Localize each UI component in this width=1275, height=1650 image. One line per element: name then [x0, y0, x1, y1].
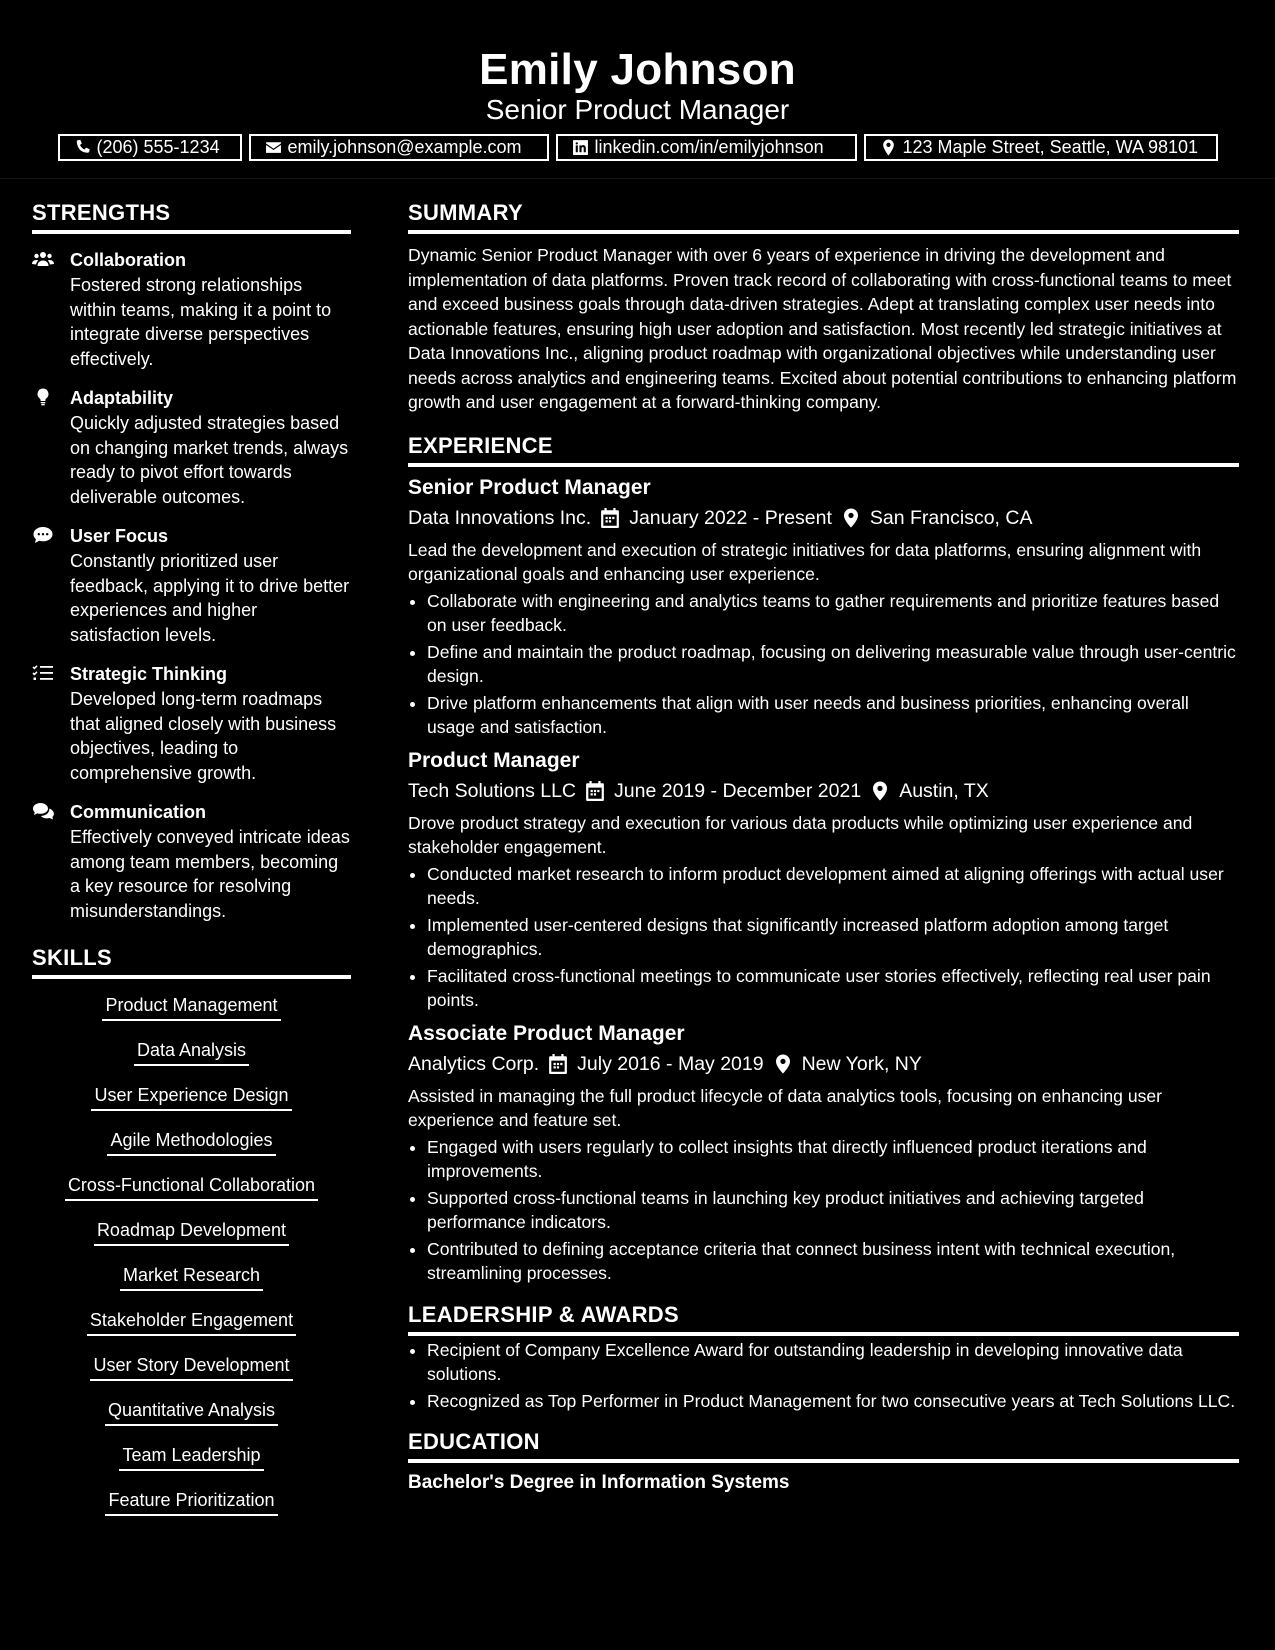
skill-tag: Product Management — [102, 991, 280, 1021]
job-bullet: • Contributed to defining acceptance criteria that connect business intent with technical execution, streamlining processes. — [427, 1237, 1239, 1286]
strength-description: Effectively conveyed intricate ideas among team members, becoming a key resource for resolving misunderstandings. — [70, 827, 350, 921]
job-title: Senior Product Manager — [408, 475, 651, 499]
address-text: 123 Maple Street, Seattle, WA 98101 — [902, 137, 1199, 157]
job-bullet: • Drive platform enhancements that align with user needs and business priorities, enhancing overall usage and satisfaction. — [427, 691, 1239, 740]
job-entry — [408, 746, 1239, 1013]
strength-name: Strategic Thinking — [70, 664, 228, 684]
skill-tag: Market Research — [120, 1261, 263, 1291]
strength-description: Quickly adjusted strategies based on changing market trends, always ready to pivot effort towards deliverable outcomes. — [70, 413, 349, 507]
map-pin-icon — [842, 508, 860, 528]
skill-tag: Feature Prioritization — [105, 1486, 277, 1516]
contact-linkedin[interactable] — [556, 134, 857, 161]
linkedin-icon — [572, 139, 589, 156]
strength-item — [32, 661, 351, 785]
strength-description: Constantly prioritized user feedback, applying it to drive better experiences and higher satisfaction levels. — [70, 551, 350, 645]
job-description: Drove product strategy and execution for various data products while optimizing user experience and stakeholder engagement. — [408, 812, 1193, 857]
skill-tag: User Experience Design — [91, 1081, 291, 1111]
skill-tag: Cross-Functional Collaboration — [65, 1171, 318, 1201]
map-pin-icon — [774, 1054, 792, 1074]
phone-icon — [74, 139, 91, 156]
strength-item — [32, 385, 351, 509]
award-item: • Recipient of Company Excellence Award for outstanding leadership in developing innovative data solutions. — [427, 1338, 1239, 1387]
job-company: Tech Solutions LLC — [408, 779, 577, 802]
contact-email[interactable] — [249, 134, 549, 161]
skill-tag: Agile Methodologies — [107, 1126, 275, 1156]
lightbulb-icon — [32, 388, 54, 406]
strength-item — [32, 799, 351, 923]
map-pin-icon — [880, 139, 897, 156]
email-text: emily.johnson@example.com — [287, 137, 522, 157]
strength-item — [32, 523, 351, 647]
award-item: • Recognized as Top Performer in Product Management for two consecutive years at Tech Solutions LLC. — [427, 1389, 1239, 1414]
skill-tag: User Story Development — [90, 1351, 292, 1381]
job-meta — [408, 1049, 1239, 1079]
job-bullets — [408, 862, 1239, 1013]
skill-tag: Data Analysis — [134, 1036, 249, 1066]
job-bullet: • Define and maintain the product roadmap, focusing on delivering measurable value through user-centric design. — [427, 640, 1239, 689]
strength-description: Fostered strong relationships within teams, making it a point to integrate diverse perspectives effectively. — [70, 275, 332, 369]
users-icon — [32, 250, 54, 268]
strength-name: Adaptability — [70, 388, 174, 408]
strength-description: Developed long-term roadmaps that aligned closely with business objectives, leading to comprehensive growth. — [70, 689, 337, 783]
job-title: Product Manager — [408, 748, 580, 772]
job-company: Data Innovations Inc. — [408, 506, 592, 529]
job-title: Associate Product Manager — [408, 1021, 685, 1045]
strengths-heading: STRENGTHS — [32, 196, 351, 234]
education-heading: EDUCATION — [408, 1425, 1239, 1463]
summary-heading: SUMMARY — [408, 196, 1239, 234]
strength-name: User Focus — [70, 526, 169, 546]
job-bullet: • Conducted market research to inform product development aimed at aligning offerings with actual user needs. — [427, 862, 1239, 911]
job-dates: July 2016 - May 2019 — [577, 1052, 764, 1075]
contact-phone[interactable] — [58, 134, 242, 161]
job-meta — [408, 503, 1239, 533]
job-bullet: • Collaborate with engineering and analytics teams to gather requirements and prioritize features based on user feedback. — [427, 589, 1239, 638]
job-bullet: • Facilitated cross-functional meetings to communicate user stories effectively, reflecting real user pain points. — [427, 964, 1239, 1013]
experience-heading: EXPERIENCE — [408, 429, 1239, 467]
job-bullets — [408, 589, 1239, 740]
candidate-title: Senior Product Manager — [485, 94, 790, 125]
strengths-list — [32, 247, 351, 923]
comments-icon — [32, 802, 54, 820]
comment-icon — [32, 526, 54, 544]
contact-bar — [0, 134, 1275, 161]
envelope-icon — [265, 139, 282, 156]
linkedin-text: linkedin.com/in/emilyjohnson — [594, 137, 824, 157]
job-entry — [408, 473, 1239, 740]
skill-tag: Roadmap Development — [94, 1216, 289, 1246]
list-check-icon — [32, 664, 54, 682]
map-pin-icon — [871, 781, 889, 801]
job-bullets — [408, 1135, 1239, 1286]
summary-text: Dynamic Senior Product Manager with over 6 years of experience in driving the development and implementation of data platforms. Proven track record of collaborating with cross-functional teams to meet and exceed business goals through data-driven strategies. Adept at translating complex user needs into actionable features, ensuring high user adoption and satisfaction. Most recently led strategic initiatives at Data Innovations Inc., aligning product roadmap with organizational objectives while understanding user needs across analytics and engineering teams. Excited about potential contributions to enhancing platform growth and user engagement at a forward-thinking company. — [408, 245, 1237, 412]
job-bullet: • Supported cross-functional teams in launching key product initiatives and achieving targeted performance indicators. — [427, 1186, 1239, 1235]
job-location: New York, NY — [801, 1052, 922, 1075]
job-description: Lead the development and execution of strategic initiatives for data platforms, ensuring alignment with organizational goals and enhancing user experience. — [408, 539, 1202, 584]
strength-item — [32, 247, 351, 371]
job-dates: June 2019 - December 2021 — [614, 779, 862, 802]
resume-header — [0, 0, 1275, 179]
strength-name: Communication — [70, 802, 207, 822]
calendar-icon — [586, 781, 604, 801]
job-meta — [408, 776, 1239, 806]
job-location: San Francisco, CA — [869, 506, 1033, 529]
right-column — [408, 196, 1239, 1497]
degree-title: Bachelor's Degree in Information Systems — [408, 1472, 790, 1493]
candidate-name: Emily Johnson — [479, 45, 796, 94]
calendar-icon — [601, 508, 619, 528]
phone-text: (206) 555-1234 — [96, 137, 220, 157]
skills-list — [32, 991, 351, 1531]
leadership-heading: LEADERSHIP & AWARDS — [408, 1298, 1239, 1336]
job-dates: January 2022 - Present — [629, 506, 832, 529]
job-location: Austin, TX — [899, 779, 989, 802]
job-entry — [408, 1019, 1239, 1286]
job-description: Assisted in managing the full product lifecycle of data analytics tools, focusing on enhancing user experience and feature set. — [408, 1085, 1163, 1130]
skills-heading: SKILLS — [32, 941, 351, 979]
strength-name: Collaboration — [70, 250, 186, 270]
left-column — [32, 196, 351, 1531]
job-company: Analytics Corp. — [408, 1052, 540, 1075]
leadership-list — [408, 1338, 1239, 1414]
contact-address[interactable] — [864, 134, 1218, 161]
job-bullet: • Engaged with users regularly to collect insights that directly influenced product iterations and improvements. — [427, 1135, 1239, 1184]
skill-tag: Quantitative Analysis — [105, 1396, 278, 1426]
skill-tag: Stakeholder Engagement — [87, 1306, 296, 1336]
skill-tag: Team Leadership — [119, 1441, 263, 1471]
calendar-icon — [549, 1054, 567, 1074]
job-bullet: • Implemented user-centered designs that significantly increased platform adoption among target demographics. — [427, 913, 1239, 962]
